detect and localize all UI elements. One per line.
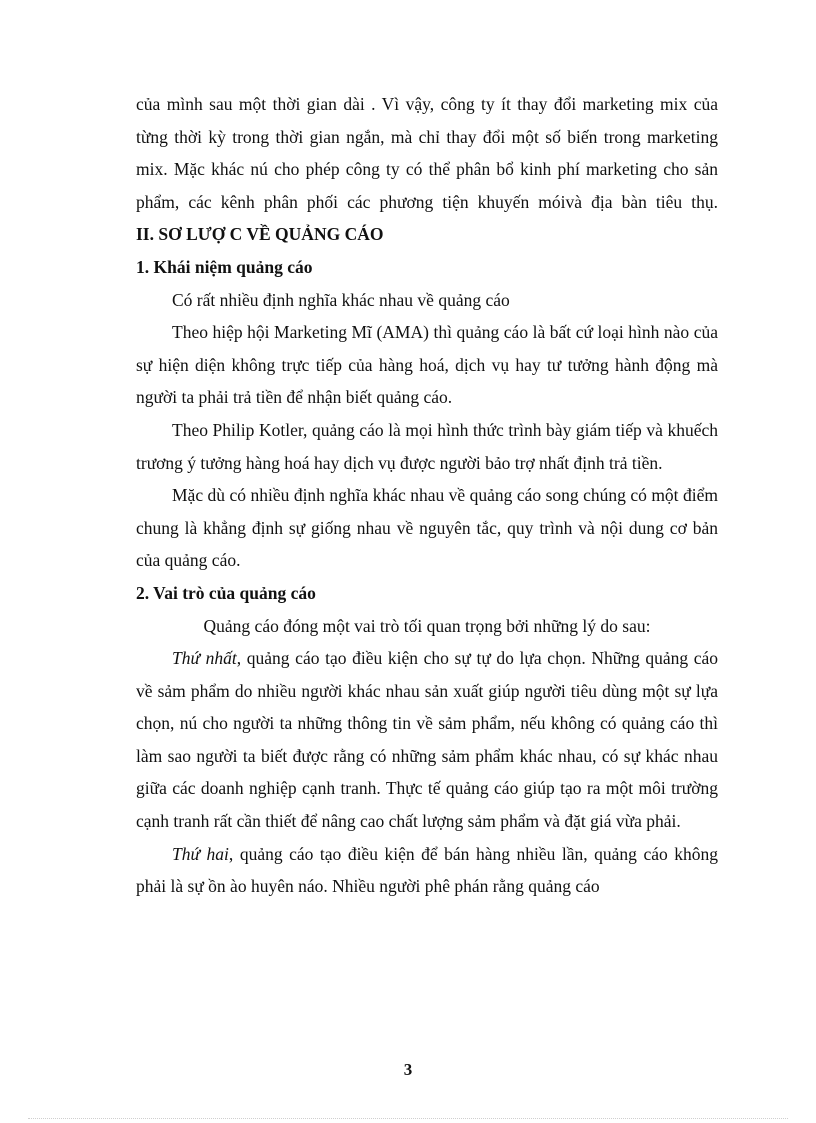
paragraph-common-point: Mặc dù có nhiều định nghĩa khác nhau về quảng cáo song chúng có một điểm chung là khẳng định sự giống nhau về nguyên tắc, quy trình và nội dung cơ bản của quảng cáo.: [136, 485, 718, 571]
page-number: 3: [403, 1060, 413, 1079]
subheading-vai-tro: 2. Vai trò của quảng cáo: [136, 582, 316, 603]
paragraph-marketing-mix: của mình sau một thời gian dài . Vì vậy, công ty ít thay đổi marketing mix của từng thời kỳ trong thời gian ngắn, mà chỉ thay đổi một số biến trong marketing mix. Mặc khác nú cho phép công ty có thể phân bổ kinh phí marketing cho sản phẩm, các kênh phân phối các phương tiện khuyến móivà địa bàn tiêu thụ.: [136, 94, 718, 212]
lead-thu-nhat: Thứ nhất: [172, 648, 237, 669]
page-content: [136, 88, 718, 903]
lead-thu-hai: Thứ hai: [172, 843, 229, 864]
subheading-khai-niem: 1. Khái niệm quảng cáo: [136, 256, 313, 277]
section-heading-ii: II. SƠ LƯỢ C VỀ QUẢNG CÁO: [136, 224, 384, 245]
paragraph-reasons-intro: Quảng cáo đóng một vai trò tối quan trọng bởi những lý do sau:: [203, 615, 651, 636]
paragraph-kotler: Theo Philip Kotler, quảng cáo là mọi hình thức trình bày giám tiếp và khuếch trương ý tưởng hàng hoá hay dịch vụ được người bảo trợ nhất định trả tiền.: [136, 419, 718, 473]
paragraph-definitions-intro: Có rất nhiều định nghĩa khác nhau về quảng cáo: [172, 289, 510, 310]
paragraph-thu-hai: Thứ hai, quảng cáo tạo điều kiện để bán hàng nhiều lần, quảng cáo không phải là sự ồn ào huyên náo. Nhiều người phê phán rằng quảng cáo: [136, 843, 719, 897]
paragraph-ama: Theo hiệp hội Marketing Mĩ (AMA) thì quảng cáo là bất cứ loại hình nào của sự hiện diện không trực tiếp của hàng hoá, dịch vụ hay tư tưởng hành động mà người ta phải trả tiền để nhận biết quảng cáo.: [136, 322, 718, 408]
paragraph-thu-nhat: Thứ nhất, quảng cáo tạo điều kiện cho sự tự do lựa chọn. Những quảng cáo về sảm phẩm do nhiều người khác nhau sản xuất giúp người tiêu dùng một sự lựa chọn, nú cho người ta những thông tin về sảm phẩm, nếu không có quảng cáo thì làm sao người ta biết được rằng có những sảm phẩm khác nhau, có sự khác nhau giữa các doanh nghiệp cạnh tranh. Thực tế quảng cáo giúp tạo ra một môi trường cạnh tranh rất cần thiết để nâng cao chất lượng sảm phẩm và đặt giá vừa phải.: [136, 648, 719, 832]
footer-divider: [28, 1118, 788, 1119]
